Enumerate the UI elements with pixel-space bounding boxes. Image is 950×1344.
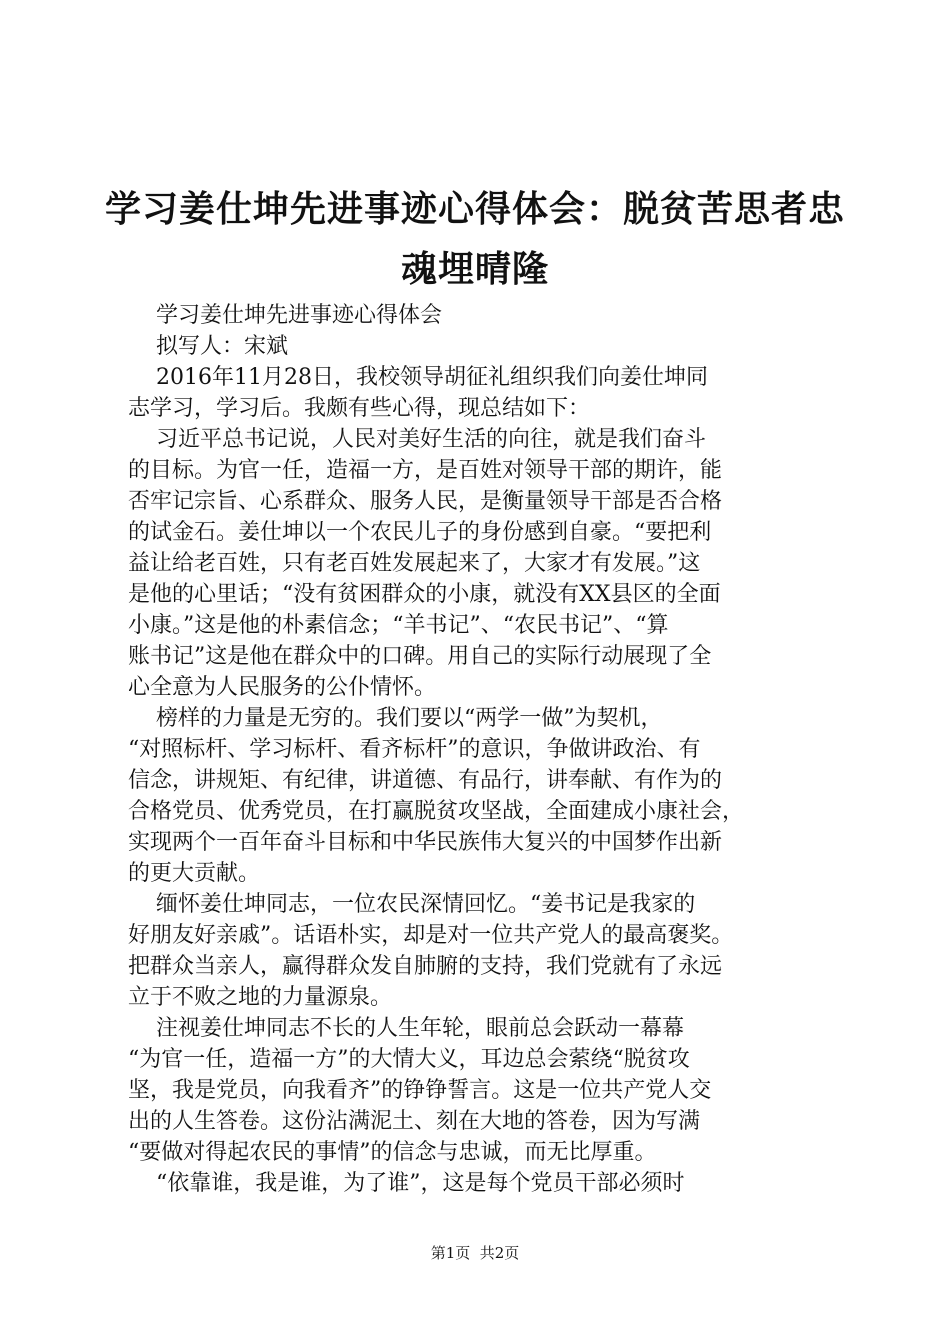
body-line: 拟写人：宋斌 <box>128 334 288 359</box>
body-line: “依靠谁，我是谁，为了谁”，这是每个党员干部必须时 <box>128 1171 685 1196</box>
body-line: 心全意为人民服务的公仆情怀。 <box>128 675 437 700</box>
body-line: “对照标杆、学习标杆、看齐标杆”的意识，争做讲政治、有 <box>128 737 701 762</box>
body-line: 的更大贡献。 <box>128 861 261 886</box>
body-line: 注视姜仕坤同志不长的人生年轮，眼前总会跃动一幕幕 <box>128 1016 684 1041</box>
body-line: 志学习，学习后。我颇有些心得，现总结如下： <box>128 396 591 421</box>
body-line: 合格党员、优秀党员，在打赢脱贫攻坚战，全面建成小康社会， <box>128 799 745 824</box>
body-line: 信念，讲规矩、有纪律，讲道德、有品行，讲奉献、有作为的 <box>128 768 723 793</box>
body-line: 的试金石。姜仕坤以一个农民儿子的身份感到自豪。“要把利 <box>128 520 712 545</box>
body-line: 榜样的力量是无穷的。我们要以“两学一做”为契机， <box>128 706 663 731</box>
document-title-line-1: 学习姜仕坤先进事迹心得体会：脱贫苦思者忠 <box>104 189 845 230</box>
document-title-line-2: 魂埋晴隆 <box>400 249 549 290</box>
body-line: 否牢记宗旨、心系群众、服务人民，是衡量领导干部是否合格 <box>128 489 723 514</box>
body-line: 学习姜仕坤先进事迹心得体会 <box>128 303 442 328</box>
body-line: 习近平总书记说，人民对美好生活的向往，就是我们奋斗 <box>128 427 706 452</box>
document-body <box>128 300 828 1199</box>
body-line: 缅怀姜仕坤同志，一位农民深情回忆。“姜书记是我家的 <box>128 892 696 917</box>
body-line: “为官一任，造福一方”的大情大义，耳边总会萦绕“脱贫攻 <box>128 1047 690 1072</box>
body-line: 益让给老百姓，只有老百姓发展起来了，大家才有发展。”这 <box>128 551 701 576</box>
body-line: 实现两个一百年奋斗目标和中华民族伟大复兴的中国梦作出新 <box>128 830 723 855</box>
body-line: “要做对得起农民的事情”的信念与忠诚，而无比厚重。 <box>128 1140 657 1165</box>
body-line: 坚，我是党员，向我看齐”的铮铮誓言。这是一位共产党人交 <box>128 1078 712 1103</box>
body-line: 立于不败之地的力量源泉。 <box>128 985 393 1010</box>
body-line: 出的人生答卷。这份沾满泥土、刻在大地的答卷，因为写满 <box>128 1109 701 1134</box>
body-line: 2016年11月28日，我校领导胡征礼组织我们向姜仕坤同 <box>128 365 708 390</box>
body-line: 账书记”这是他在群众中的口碑。用自己的实际行动展现了全 <box>128 644 712 669</box>
body-line: 小康。”这是他的朴素信念；“羊书记”、“农民书记”、“算 <box>128 613 669 638</box>
body-line: 好朋友好亲戚”。话语朴实，却是对一位共产党人的最高褒奖。 <box>128 923 734 948</box>
body-line: 的目标。为官一任，造福一方，是百姓对领导干部的期许，能 <box>128 458 723 483</box>
body-line: 是他的心里话；“没有贫困群众的小康，就没有XX县区的全面 <box>128 582 721 607</box>
body-line: 把群众当亲人，赢得群众发自肺腑的支持，我们党就有了永远 <box>128 954 723 979</box>
page-footer: 第1页 共2页 <box>430 1244 520 1262</box>
